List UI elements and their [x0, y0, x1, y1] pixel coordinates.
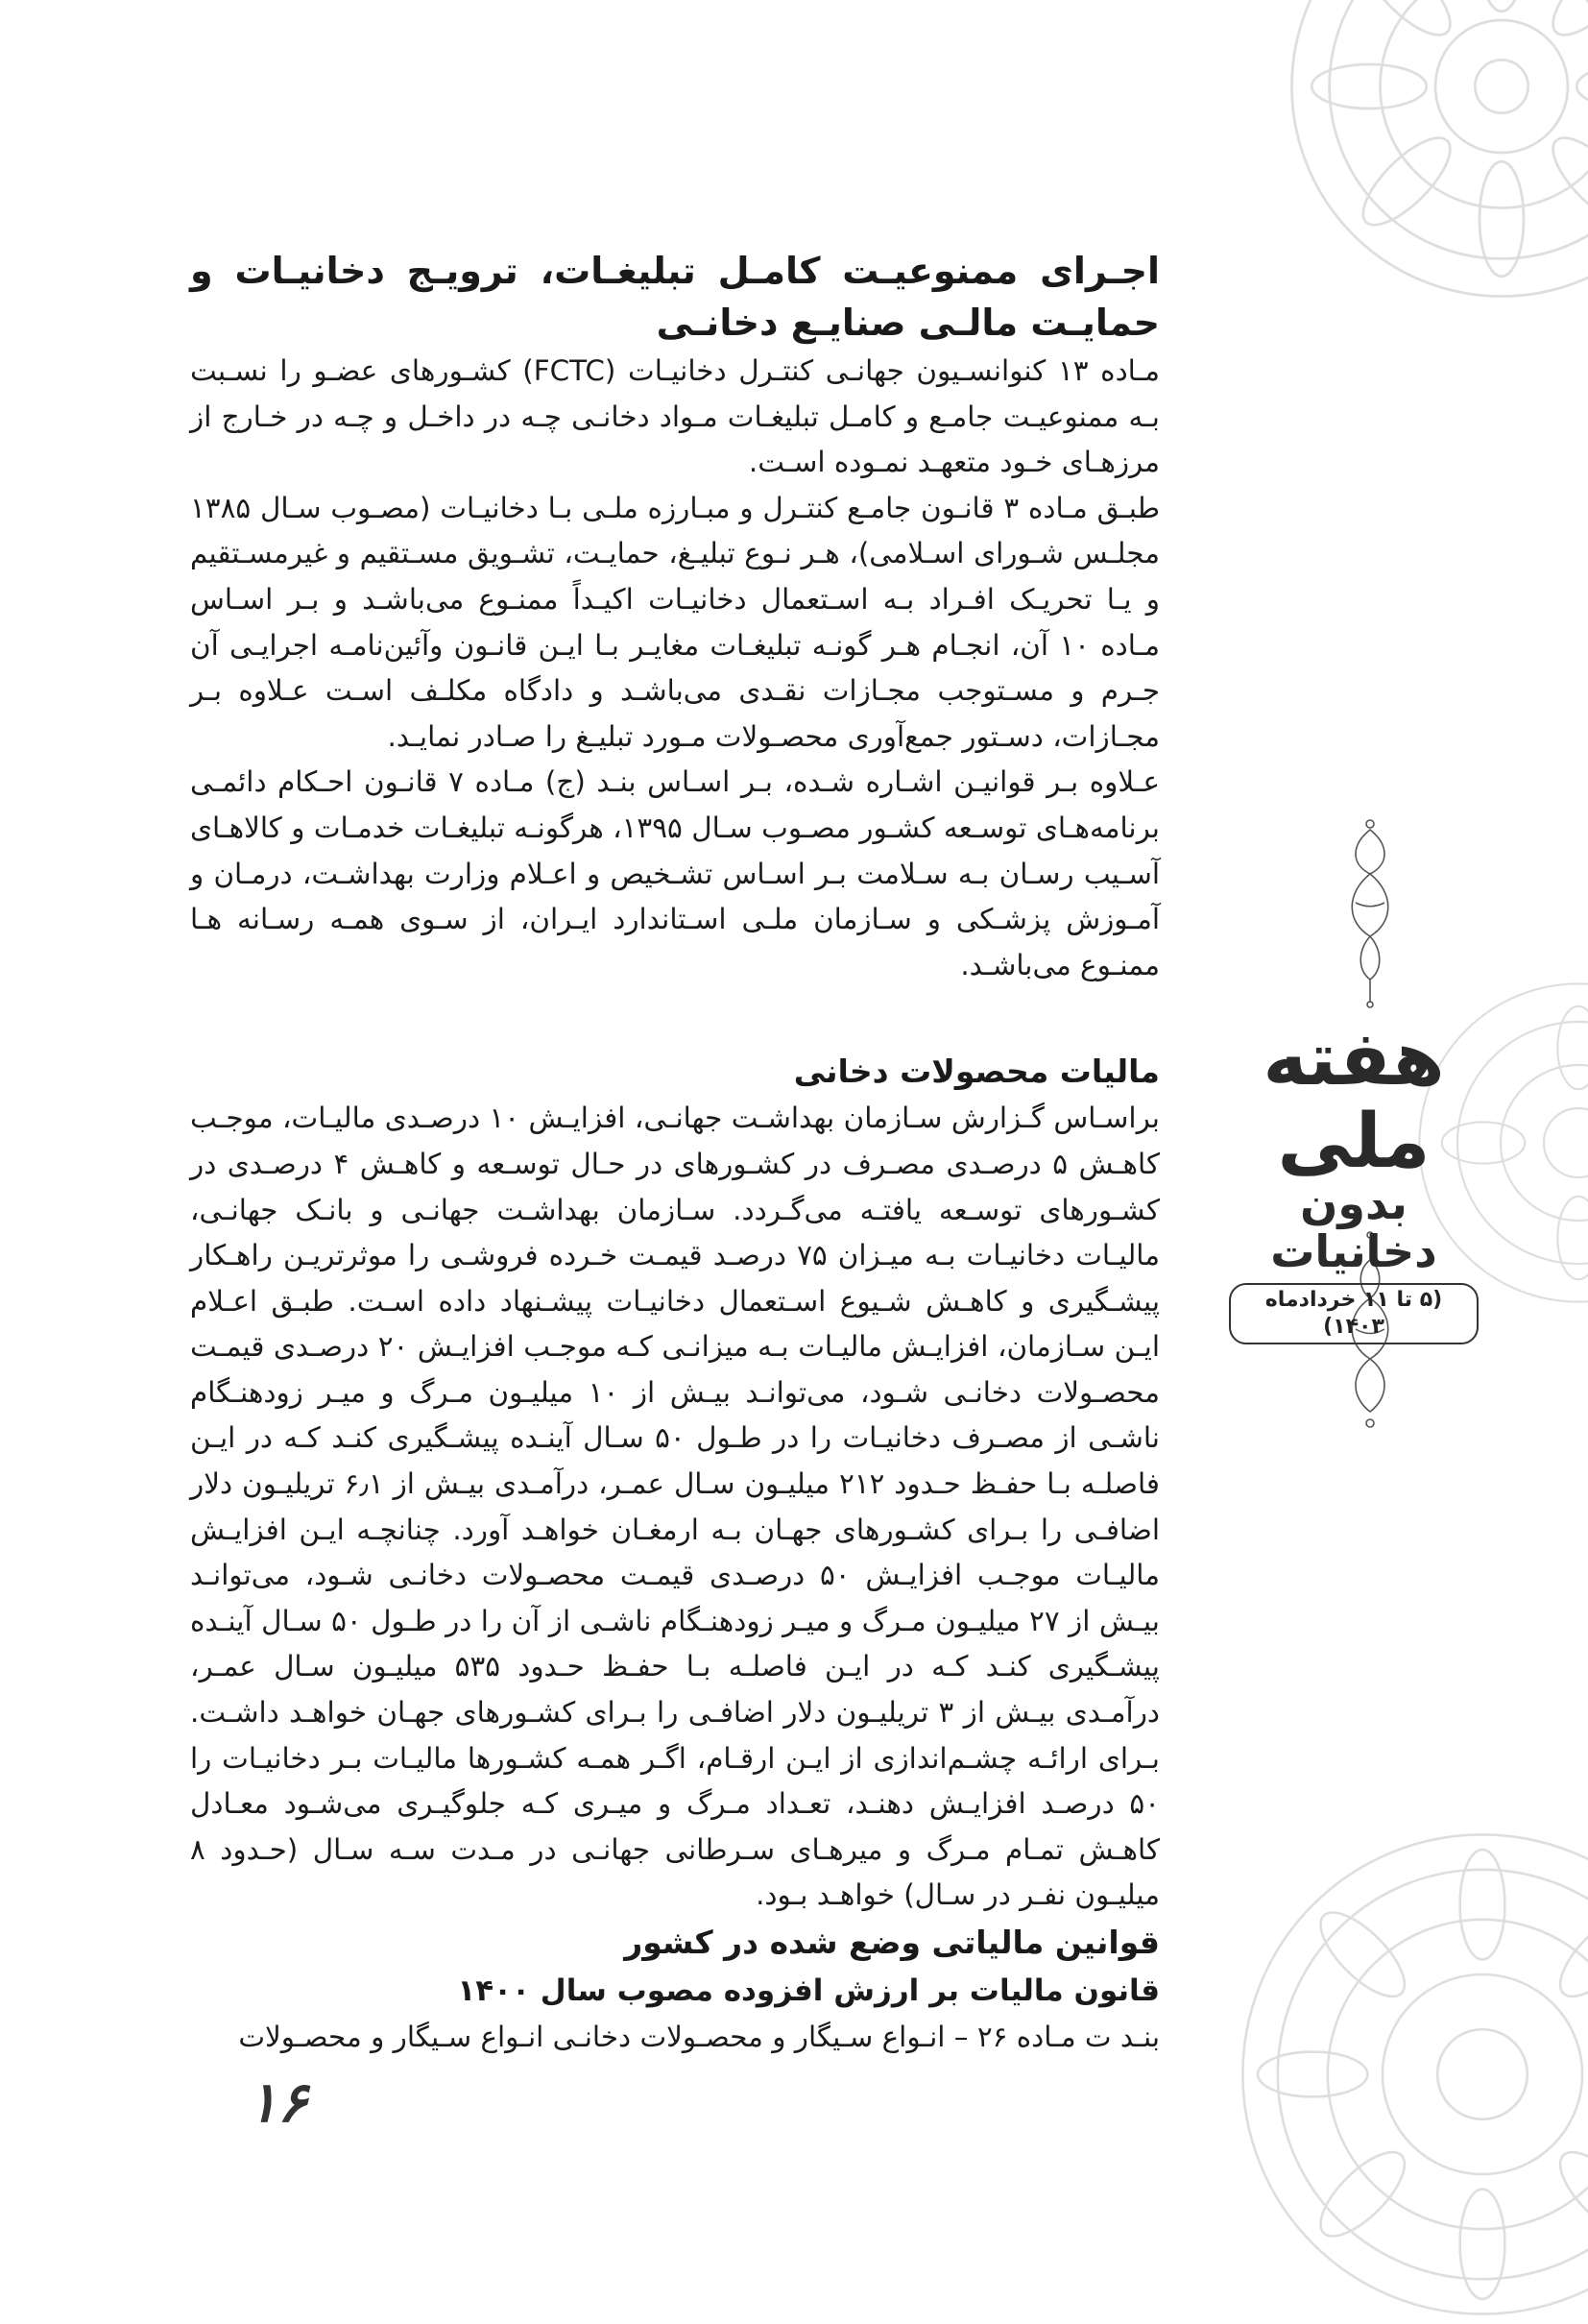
- paragraph: طبـق مـاده ۳ قانـون جامـع کنتـرل و مبـارزه ملـی بـا دخانیـات (مصـوب سـال ۱۳۸۵ مجلـس شـورای اسـلامی)، هـر نـوع تبلیـغ، حمایـت، تشـویق مسـتقیم و غیرمسـتقیم و یـا تحریـک افـراد بـه اسـتعمال دخانیـات اکیـداً ممنـوع می‌باشـد و بـر اسـاس مـاده ۱۰ آن، انجـام هـر گونـه تبلیغـات مغایـر بـا ایـن قانـون وآئین‌نامـه اجرایـی آن جـرم و مسـتوجب مجـازات نقـدی می‌باشـد و دادگاه مکلـف اسـت عـلاوه بـر مجـازات، دسـتور جمع‌آوری محصـولات مـورد تبلیـغ را صـادر نمایـد.: [190, 486, 1160, 761]
- paragraph: بنـد ت مـاده ۲۶ – انـواع سـیگار و محصـولات دخانـی انـواع سـیگار و محصـولات: [190, 2015, 1160, 2061]
- paragraph: مـاده ۱۳ کنوانسـیون جهانـی کنتـرل دخانیـات (FCTC) کشـورهای عضـو را نسـبت بـه ممنوعیـت جامـع و کامـل تبلیغـات مـواد دخانـی چـه در داخـل و چـه در خـارج از مرزهـای خـود متعهـد نمـوده اسـت.: [190, 349, 1160, 486]
- paragraph: براسـاس گـزارش سـازمان بهداشـت جهانـی، افزایـش ۱۰ درصـدی مالیـات، موجـب کاهـش ۵ درصـدی مصـرف در کشـورهای در حـال توسـعه و کاهـش ۴ درصـدی در کشـورهای توسـعه یافتـه می‌گـردد. سـازمان بهداشـت جهانـی و بانـک جهانـی، مالیـات دخانیـات بـه میـزان ۷۵ درصـد قیمـت خـرده فروشـی را موثرتریـن راهـکار پیشـگیری و کاهـش شـیوع اسـتعمال دخانیـات پیشـنهاد داده اسـت. طبـق اعـلام ایـن سـازمان، افزایـش مالیـات بـه میزانـی کـه موجـب افزایـش ۲۰ درصـدی قیمـت محصـولات دخانـی شـود، می‌توانـد بیـش از ۱۰ میلیـون مـرگ و میـر زودهنـگام ناشـی از مصـرف دخانیـات را در طـول ۵۰ سـال آینـده پیشـگیری کنـد کـه در ایـن فاصلـه بـا حفـظ حـدود ۲۱۲ میلیـون سـال عمـر، درآمـدی بیـش از ۶٫۱ تریلیـون دلار اضافـی را بـرای کشـورهای جهـان بـه ارمغـان خواهـد آورد. چنانچـه ایـن افزایـش مالیـات موجـب افزایـش ۵۰ درصـدی قیمـت محصـولات دخانـی شـود، می‌توانـد بیـش از ۲۷ میلیـون مـرگ و میـر زودهنـگام ناشـی از آن را در طـول ۵۰ سـال آینـده پیشـگیری کنـد کـه در ایـن فاصلـه بـا حفـظ حـدود ۵۳۵ میلیـون سـال عمـر، درآمـدی بیـش از ۳ تریلیـون دلار اضافـی را بـرای کشـورهای جهـان خواهـد داشـت. بـرای ارائـه چشـم‌اندازی از ایـن ارقـام، اگـر همـه کشـورها مالیـات بـر دخانیـات را ۵۰ درصـد افزایـش دهنـد، تعـداد مـرگ و میـری کـه جلوگیـری می‌شـود معـادل کاهـش تمـام مـرگ و میرهـای سـرطانی جهانـی در مـدت سـه سـال (حـدود ۸ میلیـون نفـر در سـال) خواهـد بـود.: [190, 1096, 1160, 1919]
- subsection-heading: قانون مالیات بر ارزش افزوده مصوب سال ۱۴۰۰: [190, 1967, 1160, 2015]
- logo-date-badge: (۵ تا ۱۱ خردادماه ۱۴۰۳): [1229, 1283, 1479, 1344]
- page-number: ۱۶: [248, 2070, 307, 2135]
- campaign-logo: [1229, 1018, 1479, 1210]
- vertical-ornament-icon: [1336, 816, 1404, 1008]
- mandala-ornament-icon: [1233, 1825, 1588, 2324]
- article-body: [190, 245, 1160, 2061]
- paragraph: عـلاوه بـر قوانیـن اشـاره شـده، بـر اسـاس بنـد (ج) مـاده ۷ قانـون احـکام دائمـی برنامه‌هـای توسـعه کشـور مصـوب سـال ۱۳۹۵، هرگونـه تبلیغـات خدمـات و کالاهـای آسـیب رسـان بـه سـلامت بـر اسـاس تشـخیص و اعـلام وزارت بهداشـت، درمـان و آمـوزش پزشـکی و سـازمان ملـی اسـتاندارد ایـران، از سـوی همـه رسـانه هـا ممنـوع می‌باشـد.: [190, 760, 1160, 988]
- logo-title: هفته ملی: [1229, 1018, 1479, 1183]
- section-heading: اجـرای ممنوعیـت کامـل تبلیغـات، ترویـج دخانیـات و حمایـت مالـی صنایـع دخانـی: [190, 245, 1160, 349]
- section-heading: قوانین مالیاتی وضع شده در کشور: [190, 1919, 1160, 1967]
- logo-subtitle: بدون دخانیات: [1229, 1179, 1479, 1275]
- section-heading: مالیات محصولات دخانی: [190, 1048, 1160, 1096]
- mandala-ornament-icon: [1281, 0, 1588, 307]
